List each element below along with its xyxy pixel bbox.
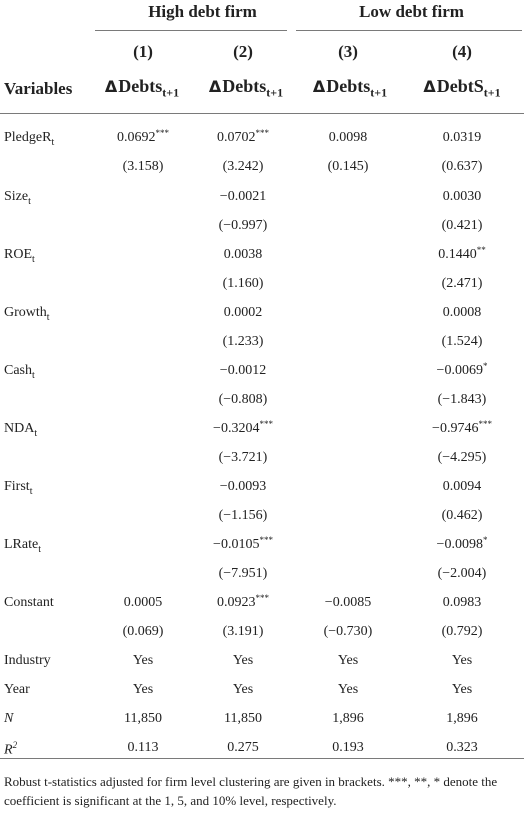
t-statistic-cell: (−0.997) (218, 218, 268, 233)
dependent-var-header-2 (186, 76, 306, 101)
t-statistic-cell: (−2.004) (437, 566, 487, 581)
t-statistic-cell: (−1.843) (437, 392, 487, 407)
row-label-text: Size (4, 189, 29, 204)
significance-stars: *** (478, 419, 492, 429)
coefficient-cell (407, 479, 517, 495)
coefficient-value: 0.0098 (328, 130, 368, 145)
dependent-var-name: Debts (222, 76, 267, 96)
significance-stars: *** (259, 535, 273, 545)
header-rule (0, 113, 524, 114)
coefficient-value: 0.0094 (442, 479, 482, 494)
t-statistic-cell: (1.524) (441, 334, 483, 349)
row-label-subscript: t (46, 311, 50, 323)
significance-stars: *** (255, 593, 269, 603)
coefficient-cell (293, 130, 403, 146)
variables-header: Variables (4, 79, 73, 98)
t-statistic-cell: (3.191) (222, 624, 264, 639)
coefficient-value: 0.0319 (442, 130, 482, 145)
dependent-var-subscript: t+1 (483, 85, 501, 100)
row-label-subscript: t (34, 427, 38, 439)
summary-cell: Yes (337, 653, 359, 668)
coefficient-cell (407, 537, 517, 553)
summary-cell: Yes (337, 682, 359, 697)
group-header-high-debt: High debt firm (148, 2, 257, 21)
dependent-var-header-3 (290, 76, 410, 101)
coefficient-cell (188, 595, 298, 611)
column-number-3: (3) (338, 42, 358, 61)
row-label-subscript: t (38, 543, 41, 555)
coefficient-value: −0.9746 (432, 421, 479, 436)
coefficient-cell (407, 130, 517, 146)
group-rule-low (296, 30, 522, 31)
summary-cell: Yes (132, 682, 154, 697)
coefficient-value: 0.0983 (442, 595, 482, 610)
column-number-1: (1) (133, 42, 153, 61)
t-statistic-cell: (1.233) (222, 334, 264, 349)
t-statistic-cell: (0.145) (327, 159, 369, 174)
row-label-text: First (4, 479, 30, 494)
coefficient-cell (188, 363, 298, 379)
delta-symbol: Δ (104, 77, 118, 96)
dependent-var-header-1 (82, 76, 202, 101)
coefficient-cell (188, 247, 298, 263)
row-label (4, 305, 50, 323)
summary-cell: 0.275 (227, 740, 259, 755)
row-label-text: PledgeR (4, 130, 52, 145)
table-footnote: Robust t-statistics adjusted for firm level clustering are given in brackets. ***, **, * denote the coefficient is significant at the 1, 5, and 10% level, respectively. (4, 774, 498, 808)
group-header-low-debt: Low debt firm (359, 2, 464, 21)
summary-cell: Yes (132, 653, 154, 668)
coefficient-value: −0.0105 (213, 537, 260, 552)
coefficient-value: 0.0702 (217, 130, 256, 145)
coefficient-value: 0.1440 (438, 247, 477, 262)
coefficient-cell (188, 130, 298, 146)
t-statistic-cell: (−0.808) (218, 392, 268, 407)
t-statistic-cell: (−3.721) (218, 450, 268, 465)
row-label-text: Year (4, 682, 30, 697)
row-label-subscript: t (29, 485, 33, 497)
coefficient-value: −0.0093 (219, 479, 267, 494)
coefficient-cell (88, 595, 198, 611)
summary-cell: Yes (451, 682, 473, 697)
row-label (4, 363, 35, 381)
summary-cell: Yes (232, 682, 254, 697)
summary-cell: 0.323 (446, 740, 478, 755)
row-label-text: LRate (4, 537, 39, 552)
coefficient-cell (407, 305, 517, 321)
significance-stars: *** (255, 128, 269, 138)
row-label-text: N (4, 711, 14, 726)
coefficient-cell (407, 189, 517, 205)
t-statistic-cell: (3.158) (122, 159, 164, 174)
t-statistic-cell: (3.242) (222, 159, 264, 174)
column-number-4: (4) (452, 42, 472, 61)
row-label-text: Cash (4, 363, 32, 378)
coefficient-cell (407, 595, 517, 611)
coefficient-cell (407, 421, 517, 437)
row-label (4, 711, 13, 727)
coefficient-cell (188, 189, 298, 205)
dependent-var-name: Debts (118, 76, 163, 96)
coefficient-value: 0.0038 (223, 247, 263, 262)
row-label (4, 130, 54, 148)
summary-cell: Yes (232, 653, 254, 668)
significance-stars: * (482, 535, 488, 545)
row-label (4, 421, 37, 439)
significance-stars: ** (476, 245, 486, 255)
dependent-var-name: DebtS (436, 76, 484, 96)
row-label-text: Constant (4, 595, 54, 610)
t-statistic-cell: (0.637) (441, 159, 483, 174)
coefficient-value: −0.3204 (213, 421, 260, 436)
t-statistic-cell: (0.462) (441, 508, 483, 523)
summary-cell: 0.113 (127, 740, 159, 755)
coefficient-cell (407, 363, 517, 379)
coefficient-value: 0.0692 (117, 130, 156, 145)
significance-stars: *** (259, 419, 273, 429)
delta-symbol: Δ (208, 77, 222, 96)
coefficient-value: 0.0008 (442, 305, 482, 320)
t-statistic-cell: (−7.951) (218, 566, 268, 581)
delta-symbol: Δ (312, 77, 326, 96)
dependent-var-subscript: t+1 (266, 85, 284, 100)
row-label-subscript: t (32, 253, 35, 265)
row-label (4, 682, 30, 698)
dependent-var-header-4 (402, 76, 522, 101)
t-statistic-cell: (0.792) (441, 624, 483, 639)
bottom-rule (0, 758, 524, 759)
dependent-var-subscript: t+1 (370, 85, 388, 100)
group-rule-high (95, 30, 287, 31)
t-statistic-cell: (1.160) (222, 276, 264, 291)
row-label-subscript: t (28, 195, 31, 207)
row-label-text: Industry (4, 653, 51, 668)
row-label-subscript: t (32, 369, 35, 381)
dependent-var-subscript: t+1 (162, 85, 180, 100)
row-label (4, 537, 41, 555)
coefficient-cell (188, 305, 298, 321)
coefficient-cell (188, 421, 298, 437)
t-statistic-cell: (0.069) (122, 624, 164, 639)
row-label-text: R (4, 742, 13, 758)
t-statistic-cell: (0.421) (441, 218, 483, 233)
t-statistic-cell: (−0.730) (323, 624, 373, 639)
coefficient-cell (293, 595, 403, 611)
row-label (4, 479, 32, 497)
t-statistic-cell: (2.471) (441, 276, 483, 291)
column-number-2: (2) (233, 42, 253, 61)
coefficient-cell (407, 247, 517, 263)
coefficient-value: 0.0923 (217, 595, 256, 610)
summary-cell: 11,850 (224, 711, 262, 726)
delta-symbol: Δ (423, 77, 436, 96)
t-statistic-cell: (−4.295) (437, 450, 487, 465)
summary-cell: 11,850 (124, 711, 162, 726)
coefficient-cell (188, 479, 298, 495)
coefficient-cell (188, 537, 298, 553)
coefficient-cell (88, 130, 198, 146)
significance-stars: * (482, 361, 488, 371)
dependent-var-name: Debts (326, 76, 371, 96)
summary-cell: 1,896 (446, 711, 478, 726)
coefficient-value: 0.0005 (123, 595, 163, 610)
coefficient-value: 0.0002 (223, 305, 263, 320)
summary-cell: 1,896 (332, 711, 364, 726)
summary-cell: 0.193 (332, 740, 364, 755)
row-label-superscript: 2 (12, 740, 18, 750)
coefficient-value: −0.0021 (219, 189, 267, 204)
summary-cell: Yes (451, 653, 473, 668)
row-label (4, 595, 54, 611)
row-label (4, 740, 17, 759)
row-label-text: ROE (4, 247, 32, 262)
t-statistic-cell: (−1.156) (218, 508, 268, 523)
row-label-text: NDA (4, 421, 35, 436)
coefficient-value: −0.0069 (436, 363, 483, 378)
coefficient-value: −0.0098 (436, 537, 483, 552)
significance-stars: *** (155, 128, 169, 138)
row-label-subscript: t (51, 136, 55, 148)
row-label (4, 653, 51, 669)
row-label (4, 247, 35, 265)
coefficient-value: 0.0030 (442, 189, 482, 204)
row-label-text: Growth (4, 305, 47, 320)
row-label (4, 189, 31, 207)
coefficient-value: −0.0085 (324, 595, 372, 610)
coefficient-value: −0.0012 (219, 363, 267, 378)
